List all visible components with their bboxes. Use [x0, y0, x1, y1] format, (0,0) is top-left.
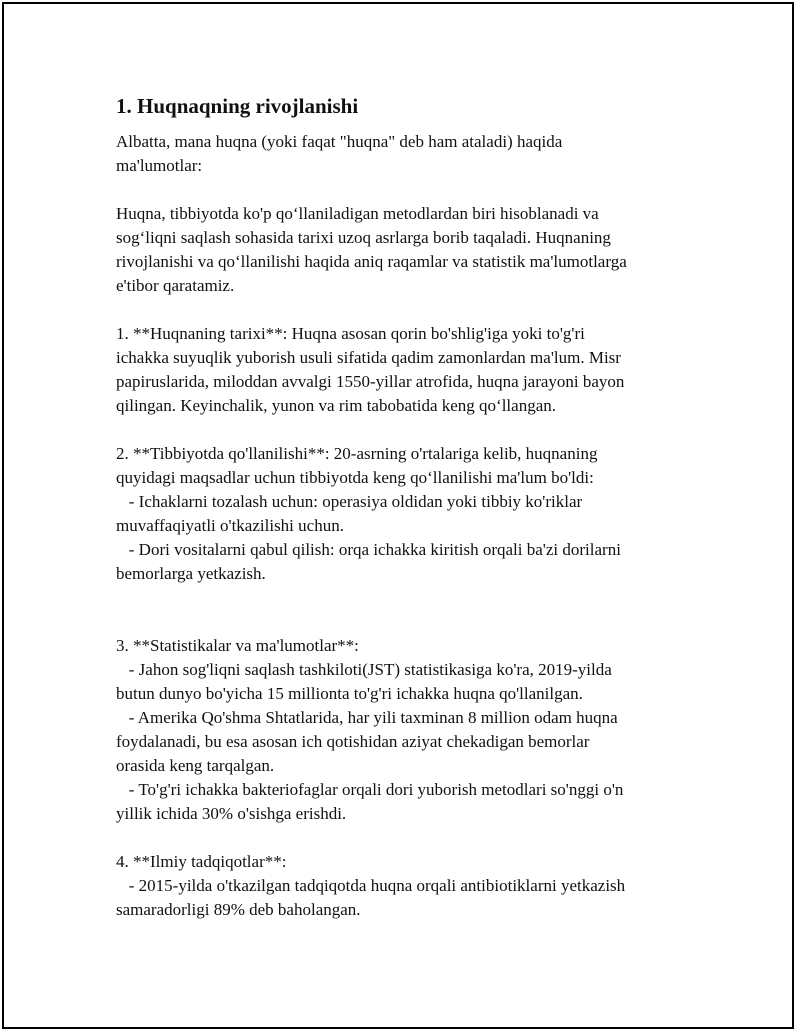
paragraph-spacer [116, 178, 676, 202]
document-heading: 1. Huqnaqning rivojlanishi [116, 94, 359, 118]
intro-paragraph: Albatta, mana huqna (yoki faqat "huqna" deb ham ataladi) haqida ma'lumotlar: [116, 132, 563, 175]
overview-paragraph: Huqna, tibbiyotda ko'p qo‘llaniladigan metodlardan biri hisoblanadi va sog‘liqni saqlash sohasida tarixi uzoq asrlarga borib taqaladi. Huqnaning rivojlanishi va qo‘llanilishi haqida aniq raqamlar va statistik ma'lumotlarga e'tibor qaratamiz. [116, 204, 627, 295]
section-statistics: 3. **Statistikalar va ma'lumotlar**: - Jahon sog'liqni saqlash tashkiloti(JST) statistikasiga ko'ra, 2019-yilda butun dunyo bo'yicha 15 millionta to'g'ri ichakka huqna qo'llanilgan. - Amerika Qo'shma Shtatlarida, har yili taxminan 8 million odam huqna foydalanadi, bu esa asosan ich qotishidan aziyat chekadigan bemorlar orasida keng tarqalgan. - To'g'ri ichakka bakteriofaglar orqali dori yuborish metodlari so'nggi o'n yillik ichida 30% o'sishga erishdi. [116, 636, 624, 823]
section-history: 1. **Huqnaning tarixi**: Huqna asosan qorin bo'shlig'iga yoki to'g'ri ichakka suyuqlik yuborish usuli sifatida qadim zamonlardan ma'lum. Misr papiruslarida, miloddan avvalgi 1550-yillar atrofida, huqna jarayoni bayon qilingan. Keyinchalik, yunon va rim tabobatida keng qo‘llangan. [116, 324, 625, 415]
document-body [116, 92, 676, 922]
section-research: 4. **Ilmiy tadqiqotlar**: - 2015-yilda o'tkazilgan tadqiqotda huqna orqali antibiotiklarni yetkazish samaradorligi 89% deb baholangan. [116, 852, 626, 919]
paragraph-spacer [116, 586, 676, 634]
paragraph-spacer [116, 418, 676, 442]
paragraph-spacer [116, 826, 676, 850]
section-medical-use: 2. **Tibbiyotda qo'llanilishi**: 20-asrning o'rtalariga kelib, huqnaning quyidagi maqsadlar uchun tibbiyotda keng qo‘llanilishi ma'lum bo'ldi: - Ichaklarni tozalash uchun: operasiya oldidan yoki tibbiy ko'riklar muvaffaqiyatli o'tkazilishi uchun. - Dori vositalarni qabul qilish: orqa ichakka kiritish orqali ba'zi dorilarni bemorlarga yetkazish. [116, 444, 621, 583]
paragraph-spacer [116, 298, 676, 322]
